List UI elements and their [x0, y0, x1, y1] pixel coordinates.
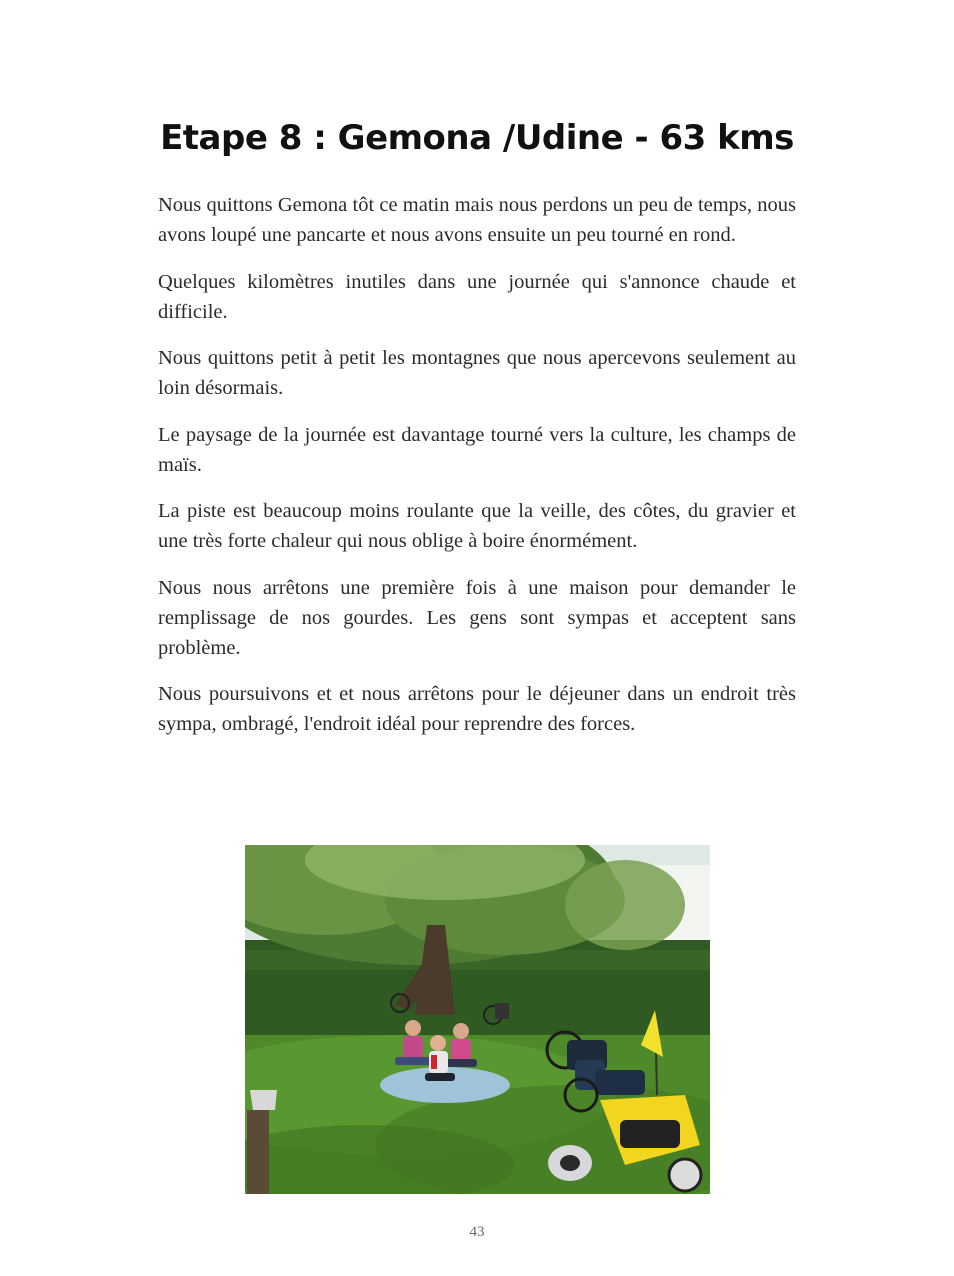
paragraph-2: Quelques kilomètres inutiles dans une journée qui s'annonce chaude et difficile.	[158, 270, 796, 323]
page-number: 43	[469, 1224, 485, 1240]
paragraph-5: La piste est beaucoup moins roulante que la veille, des côtes, du gravier et une très forte chaleur qui nous oblige à boire énormément.	[158, 500, 796, 552]
paragraph-3: Nous quittons petit à petit les montagnes que nous apercevons seulement au loin désormais.	[158, 347, 796, 399]
paragraph-4: Le paysage de la journée est davantage tourné vers la culture, les champs de maïs.	[158, 423, 796, 476]
paragraph-6: Nous nous arrêtons une première fois à une maison pour demander le remplissage de nos gourdes. Les gens sont sympas et acceptent sans problème.	[158, 576, 796, 659]
page-title: Etape 8 : Gemona /Udine - 63 kms	[160, 118, 794, 158]
paragraph-1: Nous quittons Gemona tôt ce matin mais nous perdons un peu de temps, nous avons loupé une pancarte et nous avons ensuite un peu tourné en rond.	[158, 194, 796, 246]
body-text	[158, 190, 796, 756]
paragraph-7: Nous poursuivons et et nous arrêtons pour le déjeuner dans un endroit très sympa, ombragé, l'endroit idéal pour reprendre des forces.	[158, 683, 796, 735]
picnic-photo	[245, 845, 710, 1194]
